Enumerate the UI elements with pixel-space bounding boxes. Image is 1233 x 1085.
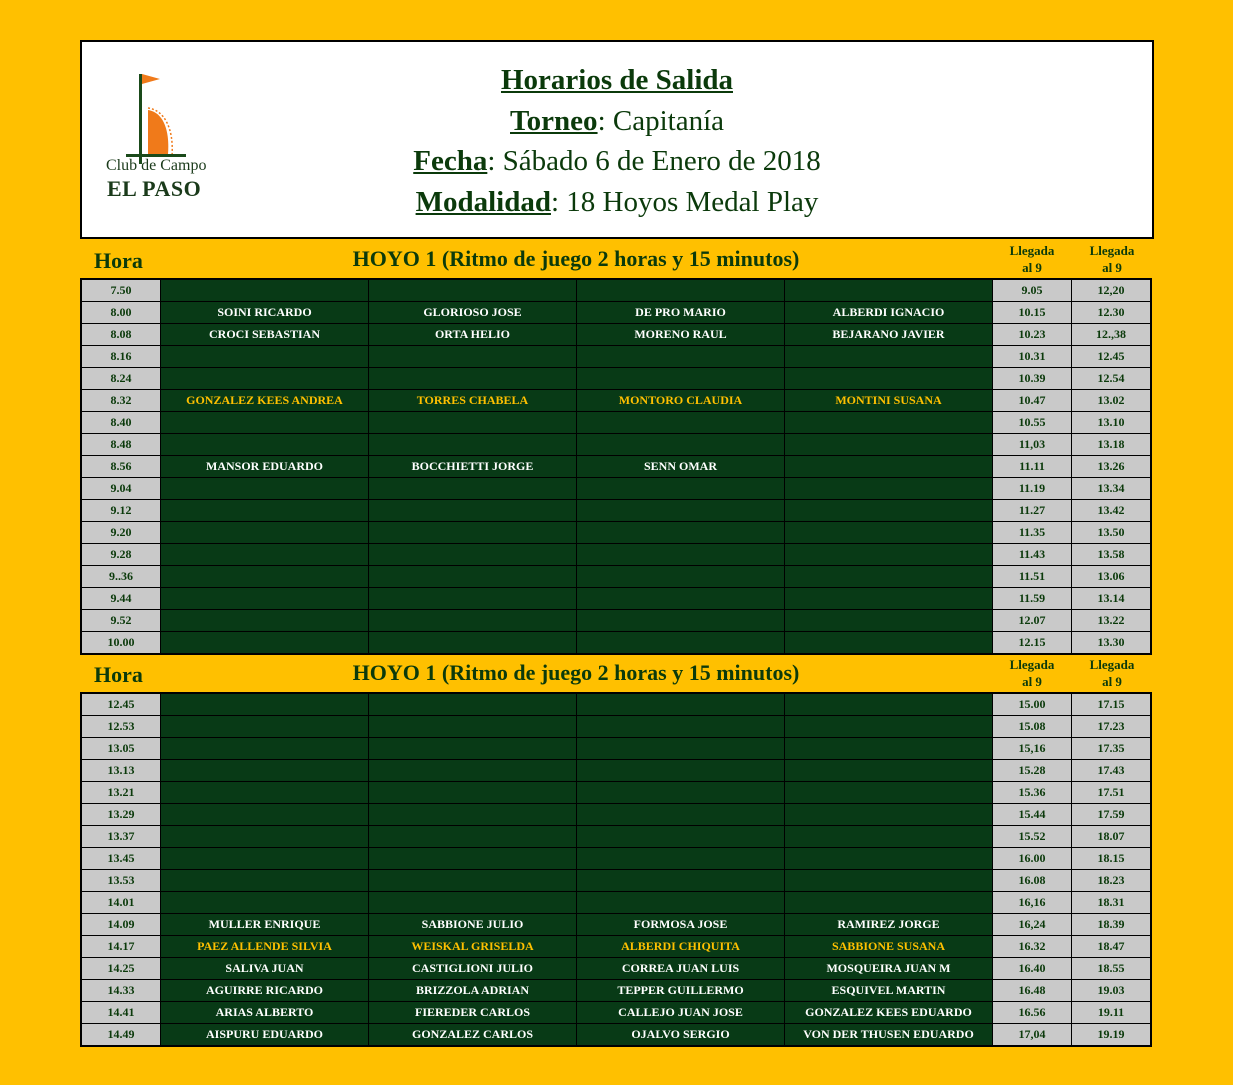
player-cell: MONTORO CLAUDIA xyxy=(577,390,785,412)
arrival-18-cell: 17.59 xyxy=(1072,804,1152,826)
player-cell xyxy=(369,500,577,522)
player-cell xyxy=(161,544,369,566)
table-row xyxy=(81,980,1151,1002)
player-cell xyxy=(785,870,993,892)
player-cell xyxy=(785,279,993,302)
arrival-9-cell: 15,16 xyxy=(993,738,1072,760)
player-cell: ALBERDI CHIQUITA xyxy=(577,936,785,958)
table-row xyxy=(81,826,1151,848)
player-cell xyxy=(785,522,993,544)
arrival-18-cell: 13.30 xyxy=(1072,632,1152,655)
player-cell xyxy=(785,804,993,826)
hoyo-label: HOYO 1 (Ritmo de juego 2 horas y 15 minutos) xyxy=(352,246,800,271)
player-cell xyxy=(785,456,993,478)
arrival-9-cell: 17,04 xyxy=(993,1024,1072,1047)
tee-time-cell: 12.53 xyxy=(81,716,161,738)
player-cell: PAEZ ALLENDE SILVIA xyxy=(161,936,369,958)
arrival-18-cell: 13.18 xyxy=(1072,434,1152,456)
tee-time-cell: 8.16 xyxy=(81,346,161,368)
player-cell: SOINI RICARDO xyxy=(161,302,369,324)
torneo-value: : Capitanía xyxy=(597,104,724,137)
player-cell xyxy=(785,782,993,804)
section-1-header xyxy=(80,240,1154,278)
tee-time-cell: 8.00 xyxy=(81,302,161,324)
hora-label: Hora xyxy=(94,662,143,687)
table-row xyxy=(81,390,1151,412)
player-cell xyxy=(369,610,577,632)
player-cell: ORTA HELIO xyxy=(369,324,577,346)
torneo-line xyxy=(82,101,1152,142)
arrival-9-cell: 15.00 xyxy=(993,693,1072,716)
hoyo-label: HOYO 1 (Ritmo de juego 2 horas y 15 minutos) xyxy=(352,660,800,685)
player-cell xyxy=(577,693,785,716)
arrival-18-cell: 13.26 xyxy=(1072,456,1152,478)
tee-time-cell: 13.05 xyxy=(81,738,161,760)
arrival-18-cell: 12.,38 xyxy=(1072,324,1152,346)
table-row xyxy=(81,412,1151,434)
player-cell xyxy=(785,892,993,914)
tee-time-cell: 13.53 xyxy=(81,870,161,892)
player-cell xyxy=(369,522,577,544)
player-cell: OJALVO SERGIO xyxy=(577,1024,785,1047)
arrival-9-cell: 11,03 xyxy=(993,434,1072,456)
arrival-18-cell: 19.11 xyxy=(1072,1002,1152,1024)
table-row xyxy=(81,522,1151,544)
player-cell xyxy=(369,892,577,914)
player-cell xyxy=(577,804,785,826)
arrival-9-cell: 11.35 xyxy=(993,522,1072,544)
player-cell xyxy=(161,632,369,655)
player-cell: FORMOSA JOSE xyxy=(577,914,785,936)
tee-time-cell: 12.45 xyxy=(81,693,161,716)
player-cell xyxy=(161,782,369,804)
table-row xyxy=(81,804,1151,826)
tee-time-cell: 13.45 xyxy=(81,848,161,870)
arrival-18-cell: 13.22 xyxy=(1072,610,1152,632)
player-cell xyxy=(369,566,577,588)
table-row xyxy=(81,478,1151,500)
player-cell xyxy=(369,716,577,738)
torneo-label: Torneo xyxy=(510,104,598,137)
table-row xyxy=(81,936,1151,958)
tee-time-cell: 14.09 xyxy=(81,914,161,936)
header-titles xyxy=(82,60,1152,222)
fecha-value: : Sábado 6 de Enero de 2018 xyxy=(487,145,821,177)
player-cell: TEPPER GUILLERMO xyxy=(577,980,785,1002)
player-cell xyxy=(369,279,577,302)
player-cell: VON DER THUSEN EDUARDO xyxy=(785,1024,993,1047)
arrival-18-cell: 18.07 xyxy=(1072,826,1152,848)
player-cell: CORREA JUAN LUIS xyxy=(577,958,785,980)
arrival-9-cell: 16.08 xyxy=(993,870,1072,892)
player-cell: MONTINI SUSANA xyxy=(785,390,993,412)
arrival-9-cell: 16,24 xyxy=(993,914,1072,936)
table-row xyxy=(81,434,1151,456)
table-row xyxy=(81,693,1151,716)
tee-time-cell: 13.37 xyxy=(81,826,161,848)
arrival-9-cell: 11.59 xyxy=(993,588,1072,610)
arrival-18-cell: 12.45 xyxy=(1072,346,1152,368)
table-row xyxy=(81,610,1151,632)
player-cell xyxy=(161,848,369,870)
player-cell xyxy=(577,368,785,390)
arrival-18-cell: 13.58 xyxy=(1072,544,1152,566)
player-cell xyxy=(161,566,369,588)
tee-time-cell: 9.20 xyxy=(81,522,161,544)
table-row xyxy=(81,870,1151,892)
arrival-9-cell: 12.07 xyxy=(993,610,1072,632)
player-cell: DE PRO MARIO xyxy=(577,302,785,324)
tee-time-cell: 14.33 xyxy=(81,980,161,1002)
arrival-18-cell: 13.50 xyxy=(1072,522,1152,544)
tee-time-cell: 9.12 xyxy=(81,500,161,522)
player-cell xyxy=(369,632,577,655)
tee-time-cell: 9.28 xyxy=(81,544,161,566)
player-cell xyxy=(577,738,785,760)
table-row xyxy=(81,848,1151,870)
player-cell: SENN OMAR xyxy=(577,456,785,478)
arrival-9-cell: 16.40 xyxy=(993,958,1072,980)
arrival-9-cell: 12.15 xyxy=(993,632,1072,655)
llegada-col1-label: Llegada al 9 xyxy=(1009,243,1055,275)
player-cell: RAMIREZ JORGE xyxy=(785,914,993,936)
player-cell: GONZALEZ KEES ANDREA xyxy=(161,390,369,412)
player-cell xyxy=(161,412,369,434)
player-cell xyxy=(785,760,993,782)
tee-time-cell: 13.13 xyxy=(81,760,161,782)
logo-line2: EL PASO xyxy=(107,176,202,201)
player-cell xyxy=(785,346,993,368)
arrival-9-cell: 15.44 xyxy=(993,804,1072,826)
table-row xyxy=(81,324,1151,346)
player-cell xyxy=(577,412,785,434)
player-cell xyxy=(785,368,993,390)
modalidad-label: Modalidad xyxy=(415,185,551,218)
table-row xyxy=(81,368,1151,390)
table-row xyxy=(81,346,1151,368)
tee-time-cell: 7.50 xyxy=(81,279,161,302)
table-row xyxy=(81,760,1151,782)
player-cell xyxy=(369,826,577,848)
table-row xyxy=(81,632,1151,655)
tee-time-cell: 13.29 xyxy=(81,804,161,826)
player-cell: CROCI SEBASTIAN xyxy=(161,324,369,346)
player-cell xyxy=(161,279,369,302)
arrival-9-cell: 10.31 xyxy=(993,346,1072,368)
player-cell xyxy=(161,588,369,610)
player-cell xyxy=(161,760,369,782)
player-cell xyxy=(577,522,785,544)
player-cell xyxy=(369,848,577,870)
page-title: Horarios de Salida xyxy=(500,64,733,96)
player-cell xyxy=(161,610,369,632)
player-cell: BEJARANO JAVIER xyxy=(785,324,993,346)
arrival-18-cell: 18.23 xyxy=(1072,870,1152,892)
arrival-9-cell: 10.23 xyxy=(993,324,1072,346)
player-cell xyxy=(369,478,577,500)
header-panel xyxy=(80,40,1154,239)
arrival-18-cell: 17.15 xyxy=(1072,693,1152,716)
player-cell: BRIZZOLA ADRIAN xyxy=(369,980,577,1002)
player-cell xyxy=(785,738,993,760)
arrival-18-cell: 12.30 xyxy=(1072,302,1152,324)
arrival-9-cell: 11.43 xyxy=(993,544,1072,566)
llegada-col2-label: Llegada al 9 xyxy=(1089,657,1135,689)
player-cell: MOSQUEIRA JUAN M xyxy=(785,958,993,980)
player-cell xyxy=(577,870,785,892)
arrival-18-cell: 19.19 xyxy=(1072,1024,1152,1047)
player-cell xyxy=(369,804,577,826)
table-row xyxy=(81,716,1151,738)
arrival-9-cell: 15.52 xyxy=(993,826,1072,848)
player-cell xyxy=(161,500,369,522)
arrival-9-cell: 10.39 xyxy=(993,368,1072,390)
arrival-9-cell: 16.32 xyxy=(993,936,1072,958)
player-cell: FIEREDER CARLOS xyxy=(369,1002,577,1024)
table-row xyxy=(81,914,1151,936)
arrival-18-cell: 18.39 xyxy=(1072,914,1152,936)
player-cell: MORENO RAUL xyxy=(577,324,785,346)
tee-time-cell: 9.04 xyxy=(81,478,161,500)
arrival-18-cell: 17.23 xyxy=(1072,716,1152,738)
player-cell xyxy=(369,434,577,456)
arrival-18-cell: 19.03 xyxy=(1072,980,1152,1002)
tee-time-cell: 8.48 xyxy=(81,434,161,456)
tee-time-cell: 14.25 xyxy=(81,958,161,980)
arrival-9-cell: 10.55 xyxy=(993,412,1072,434)
arrival-18-cell: 13.34 xyxy=(1072,478,1152,500)
table-row xyxy=(81,892,1151,914)
arrival-18-cell: 13.14 xyxy=(1072,588,1152,610)
tee-time-cell: 8.56 xyxy=(81,456,161,478)
player-cell xyxy=(161,826,369,848)
modalidad-value: : 18 Hoyos Medal Play xyxy=(550,185,819,218)
arrival-9-cell: 10.15 xyxy=(993,302,1072,324)
table-row xyxy=(81,958,1151,980)
player-cell xyxy=(369,346,577,368)
llegada-col2-label: Llegada al 9 xyxy=(1089,243,1135,275)
player-cell xyxy=(577,544,785,566)
table-row xyxy=(81,302,1151,324)
arrival-18-cell: 17.35 xyxy=(1072,738,1152,760)
player-cell: SABBIONE SUSANA xyxy=(785,936,993,958)
player-cell xyxy=(577,826,785,848)
table-row xyxy=(81,544,1151,566)
arrival-9-cell: 16.00 xyxy=(993,848,1072,870)
player-cell xyxy=(785,610,993,632)
arrival-9-cell: 16,16 xyxy=(993,892,1072,914)
player-cell xyxy=(369,368,577,390)
arrival-18-cell: 12,20 xyxy=(1072,279,1152,302)
player-cell xyxy=(161,522,369,544)
logo-line1: Club de Campo xyxy=(106,157,207,174)
arrival-18-cell: 18.47 xyxy=(1072,936,1152,958)
tee-time-cell: 8.24 xyxy=(81,368,161,390)
player-cell xyxy=(577,848,785,870)
player-cell: ARIAS ALBERTO xyxy=(161,1002,369,1024)
tee-time-cell: 14.01 xyxy=(81,892,161,914)
player-cell xyxy=(785,566,993,588)
player-cell: AISPURU EDUARDO xyxy=(161,1024,369,1047)
table-row xyxy=(81,1024,1151,1047)
player-cell xyxy=(369,544,577,566)
player-cell: MANSOR EDUARDO xyxy=(161,456,369,478)
tee-times-table-1 xyxy=(80,278,1152,655)
player-cell xyxy=(785,693,993,716)
player-cell xyxy=(785,500,993,522)
player-cell: TORRES CHABELA xyxy=(369,390,577,412)
table-row xyxy=(81,456,1151,478)
tee-time-cell: 10.00 xyxy=(81,632,161,655)
tee-time-cell: 8.32 xyxy=(81,390,161,412)
player-cell xyxy=(577,434,785,456)
arrival-9-cell: 16.48 xyxy=(993,980,1072,1002)
player-cell xyxy=(161,693,369,716)
player-cell: MULLER ENRIQUE xyxy=(161,914,369,936)
player-cell: SABBIONE JULIO xyxy=(369,914,577,936)
table-row xyxy=(81,566,1151,588)
player-cell xyxy=(161,478,369,500)
arrival-18-cell: 13.02 xyxy=(1072,390,1152,412)
player-cell xyxy=(577,610,785,632)
arrival-18-cell: 13.06 xyxy=(1072,566,1152,588)
arrival-9-cell: 11.11 xyxy=(993,456,1072,478)
tee-time-cell: 14.17 xyxy=(81,936,161,958)
player-cell xyxy=(161,346,369,368)
tee-time-cell: 9..36 xyxy=(81,566,161,588)
player-cell xyxy=(577,478,785,500)
arrival-9-cell: 11.51 xyxy=(993,566,1072,588)
player-cell xyxy=(577,500,785,522)
player-cell xyxy=(369,760,577,782)
fecha-line xyxy=(82,141,1152,182)
player-cell: SALIVA JUAN xyxy=(161,958,369,980)
player-cell xyxy=(785,544,993,566)
arrival-18-cell: 17.43 xyxy=(1072,760,1152,782)
arrival-18-cell: 17.51 xyxy=(1072,782,1152,804)
player-cell: BOCCHIETTI JORGE xyxy=(369,456,577,478)
player-cell xyxy=(369,412,577,434)
player-cell xyxy=(785,588,993,610)
player-cell: CASTIGLIONI JULIO xyxy=(369,958,577,980)
player-cell: GONZALEZ CARLOS xyxy=(369,1024,577,1047)
tee-time-cell: 14.49 xyxy=(81,1024,161,1047)
tee-time-cell: 14.41 xyxy=(81,1002,161,1024)
tee-time-cell: 13.21 xyxy=(81,782,161,804)
arrival-18-cell: 18.15 xyxy=(1072,848,1152,870)
player-cell xyxy=(577,566,785,588)
table-row xyxy=(81,1002,1151,1024)
player-cell xyxy=(369,782,577,804)
fecha-label: Fecha xyxy=(413,145,488,177)
arrival-9-cell: 9.05 xyxy=(993,279,1072,302)
player-cell xyxy=(161,870,369,892)
player-cell xyxy=(161,804,369,826)
hora-label: Hora xyxy=(94,248,143,273)
player-cell: AGUIRRE RICARDO xyxy=(161,980,369,1002)
player-cell xyxy=(577,782,785,804)
llegada-col1-label: Llegada al 9 xyxy=(1009,657,1055,689)
player-cell xyxy=(161,892,369,914)
player-cell xyxy=(785,716,993,738)
table-row xyxy=(81,782,1151,804)
modalidad-line xyxy=(82,182,1152,223)
player-cell xyxy=(161,434,369,456)
player-cell xyxy=(785,434,993,456)
player-cell xyxy=(785,826,993,848)
player-cell xyxy=(369,870,577,892)
tee-times-table-2 xyxy=(80,692,1152,1047)
arrival-9-cell: 16.56 xyxy=(993,1002,1072,1024)
player-cell: CALLEJO JUAN JOSE xyxy=(577,1002,785,1024)
arrival-9-cell: 15.36 xyxy=(993,782,1072,804)
player-cell xyxy=(369,693,577,716)
player-cell xyxy=(785,478,993,500)
player-cell xyxy=(161,368,369,390)
player-cell xyxy=(577,346,785,368)
player-cell: ALBERDI IGNACIO xyxy=(785,302,993,324)
table-row xyxy=(81,279,1151,302)
arrival-9-cell: 15.28 xyxy=(993,760,1072,782)
table-row xyxy=(81,738,1151,760)
arrival-18-cell: 18.31 xyxy=(1072,892,1152,914)
section-2-header xyxy=(80,654,1154,692)
tee-time-cell: 8.08 xyxy=(81,324,161,346)
player-cell xyxy=(369,588,577,610)
player-cell: GONZALEZ KEES EDUARDO xyxy=(785,1002,993,1024)
player-cell: ESQUIVEL MARTIN xyxy=(785,980,993,1002)
player-cell xyxy=(369,738,577,760)
player-cell xyxy=(785,632,993,655)
player-cell xyxy=(577,632,785,655)
tee-time-cell: 9.44 xyxy=(81,588,161,610)
arrival-18-cell: 13.42 xyxy=(1072,500,1152,522)
table-row xyxy=(81,500,1151,522)
player-cell xyxy=(161,738,369,760)
player-cell xyxy=(577,279,785,302)
arrival-18-cell: 12.54 xyxy=(1072,368,1152,390)
player-cell xyxy=(785,848,993,870)
arrival-18-cell: 13.10 xyxy=(1072,412,1152,434)
tee-time-cell: 8.40 xyxy=(81,412,161,434)
table-row xyxy=(81,588,1151,610)
player-cell xyxy=(785,412,993,434)
arrival-9-cell: 11.19 xyxy=(993,478,1072,500)
player-cell xyxy=(577,588,785,610)
arrival-18-cell: 18.55 xyxy=(1072,958,1152,980)
arrival-9-cell: 10.47 xyxy=(993,390,1072,412)
player-cell xyxy=(577,716,785,738)
player-cell xyxy=(577,760,785,782)
player-cell xyxy=(161,716,369,738)
arrival-9-cell: 11.27 xyxy=(993,500,1072,522)
player-cell: GLORIOSO JOSE xyxy=(369,302,577,324)
tee-time-cell: 9.52 xyxy=(81,610,161,632)
player-cell xyxy=(577,892,785,914)
arrival-9-cell: 15.08 xyxy=(993,716,1072,738)
player-cell: WEISKAL GRISELDA xyxy=(369,936,577,958)
